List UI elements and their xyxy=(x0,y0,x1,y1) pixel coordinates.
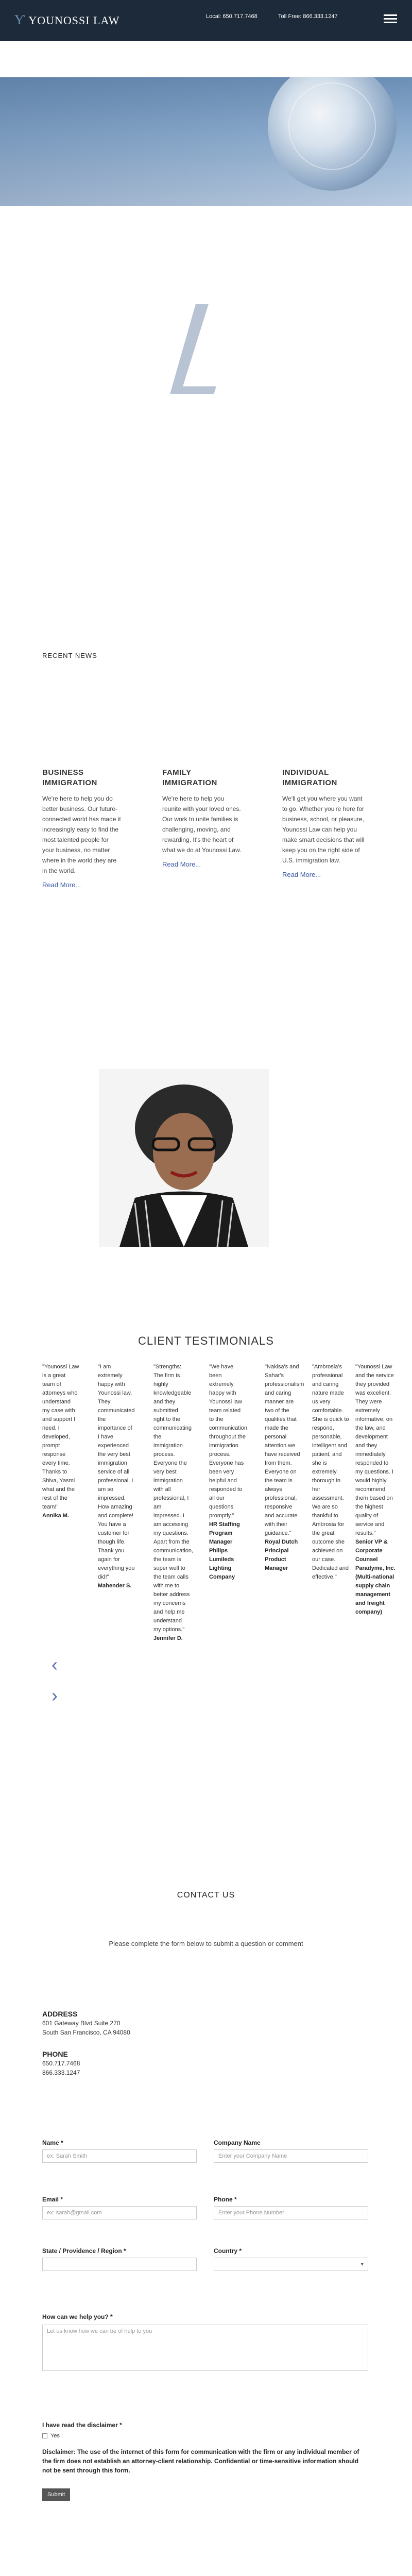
testimonial-card xyxy=(42,1363,79,1520)
email-input[interactable]: ex: sarah@gmail.com xyxy=(42,2206,197,2219)
testimonial-text: "Ambrosia's professional and caring nature made us very comfortable. She is quick to respond, personable, intelligent and patient, and she is extremely thorough in her assessment. We are so thankful to Ambrosia for the great outcome she achieved on our case. Dedicated and effective." xyxy=(312,1364,349,1580)
testimonial-card xyxy=(153,1363,194,1643)
testimonial-text: "Younossi Law is a great team of attorneys who understand my case with and support I need. I developed, prompt response every time. Thanks to Shiva, Yasmi what and the rest of the team!" xyxy=(42,1364,79,1510)
email-label: Email * xyxy=(42,2196,63,2203)
hero-banner xyxy=(0,77,412,206)
name-input[interactable]: ex: Sarah Smith xyxy=(42,2149,197,2163)
disclaimer-label: I have read the disclaimer * xyxy=(42,2421,122,2429)
practice-text: We're here to help you reunite with your loved ones. Our work to unite families is challenging, moving, and rewarding. It's the heart of what we do at Younossi Law. xyxy=(162,795,242,854)
testimonial-text: "I am extremely happy with Younossi law. They communicated the importance of I have experienced the very best immigration service of all professional. I am so impressed. How amazing and complete! You have a customer for though life. Thank you again for everything you did!" xyxy=(98,1364,135,1580)
testimonial-next-arrow-icon[interactable]: › xyxy=(52,1685,58,1706)
hamburger-icon[interactable] xyxy=(384,14,397,24)
practice-title: INDIVIDUAL IMMIGRATION xyxy=(282,768,337,787)
testimonial-text: "Strengths: The firm is highly knowledgeable and they submitted right to the communicating the immigration process. Everyone the very best immigration with all professional, I am impressed. I am accessing my questions. Apart from the communication, the team is super well to the team calls with me to better address my concerns and help me understand my options." xyxy=(153,1364,194,1633)
phone-number[interactable]: 866.333.1247 xyxy=(42,2069,80,2076)
read-more-link[interactable]: Read More... xyxy=(282,871,321,878)
state-label: State / Providence / Region * xyxy=(42,2247,126,2255)
testimonial-text: "We have been extremely happy with Younossi law team related to the communication throughout the immigration process. Everyone has been very helpful and responded to all our questions promptly." xyxy=(209,1364,247,1519)
disclaimer-text: Disclaimer: The use of the internet of this form for communication with the firm or any individual member of the firm does not establish an attorney-client relationship. Confidential or time-sensitive information should not be sent through this form. xyxy=(42,2448,359,2474)
testimonial-author: Annika M. xyxy=(42,1513,69,1519)
contact-address-block xyxy=(42,2009,130,2077)
testimonial-author: Senior VP & Corporate Counsel Paradyme, Inc. (Multi-national supply chain management and freight company) xyxy=(355,1539,396,1615)
address-line: 601 Gateway Blvd Suite 270 xyxy=(42,2020,121,2027)
testimonial-card xyxy=(355,1363,397,1617)
testimonial-text: "Nakisa's and Sahar's professionalism and caring manner are two of the qualities that made the personal attention we have received from them. Everyone on the team is always professional, responsive and accurate with their guidance." xyxy=(265,1364,304,1536)
recent-news-heading: RECENT NEWS xyxy=(42,652,97,659)
practice-title: FAMILY IMMIGRATION xyxy=(162,768,217,787)
site-logo[interactable] xyxy=(14,12,119,28)
help-label: How can we help you? * xyxy=(42,2313,113,2320)
testimonial-card xyxy=(98,1363,135,1590)
practice-text: We'll get you where you want to go. Whether you're here for business, school, or pleasure, Younossi Law can help you make smart decisions that will keep you on the right side of U.S. immigration law. xyxy=(282,795,365,864)
checkbox-icon[interactable] xyxy=(42,2433,47,2438)
logo-mark-icon: Ƴ xyxy=(14,12,26,27)
testimonial-card xyxy=(209,1363,246,1582)
phone-field-label: Phone * xyxy=(214,2196,237,2203)
contact-heading: CONTACT US xyxy=(177,1891,235,1900)
testimonial-card xyxy=(265,1363,302,1573)
contact-intro: Please complete the form below to submit a question or comment xyxy=(109,1940,303,1947)
testimonials-heading: CLIENT TESTIMONIALS xyxy=(138,1334,274,1347)
country-label: Country * xyxy=(214,2247,242,2255)
practice-area-family xyxy=(162,768,245,868)
testimonial-author: Mahender S. xyxy=(98,1583,132,1589)
address-line: South San Francisco, CA 94080 xyxy=(42,2029,130,2036)
practice-text: We're here to help you do better business. Our future-connected world has made it increasingly easy to find the most talented people for your business, no matter where in the world they are in the world. xyxy=(42,795,121,874)
company-input[interactable]: Enter your Company Name xyxy=(214,2149,368,2163)
logo-text: YOUNOSSI LAW xyxy=(28,14,120,27)
state-input[interactable] xyxy=(42,2258,197,2271)
header-phone-tollfree[interactable]: Toll Free: 866.333.1247 xyxy=(278,13,338,20)
address-label: ADDRESS xyxy=(42,2010,78,2018)
testimonial-author: Royal Dutch Principal Product Manager xyxy=(265,1539,298,1571)
header-phone-local[interactable]: Local: 650.717.7468 xyxy=(206,13,258,20)
submit-button[interactable]: Submit xyxy=(42,2488,70,2501)
practice-title: BUSINESS IMMIGRATION xyxy=(42,768,97,787)
chevron-down-icon: ▾ xyxy=(360,2261,364,2267)
country-select[interactable] xyxy=(214,2258,368,2271)
phone-input[interactable]: Enter your Phone Number xyxy=(214,2206,368,2219)
read-more-link[interactable]: Read More... xyxy=(162,860,201,868)
practice-area-individual xyxy=(282,768,367,878)
phone-label: PHONE xyxy=(42,2050,68,2058)
testimonial-card xyxy=(312,1363,349,1582)
company-label: Company Name xyxy=(214,2139,261,2146)
practice-area-business xyxy=(42,768,122,889)
testimonial-prev-arrow-icon[interactable]: ‹ xyxy=(52,1654,58,1675)
help-textarea[interactable]: Let us know how we can be of help to you xyxy=(42,2325,368,2371)
disclaimer-checkbox-row[interactable] xyxy=(42,2433,60,2439)
testimonial-author: Jennifer D. xyxy=(153,1635,183,1641)
name-label: Name * xyxy=(42,2139,63,2146)
attorney-portrait xyxy=(99,1069,269,1247)
phone-number[interactable]: 650.717.7468 xyxy=(42,2060,80,2067)
decorative-l-mark xyxy=(160,299,221,402)
testimonial-text: "Younossi Law and the service they provided was excellent. They were extremely informative, on the law, and development and they immediately responded to my questions. I would highly recommend them based on the highest quality of service and results." xyxy=(355,1364,394,1536)
read-more-link[interactable]: Read More... xyxy=(42,881,81,889)
disclaimer-option: Yes xyxy=(50,2433,60,2439)
testimonial-author: HR Staffing Program Manager Philips Lumileds Lighting Company xyxy=(209,1521,240,1580)
